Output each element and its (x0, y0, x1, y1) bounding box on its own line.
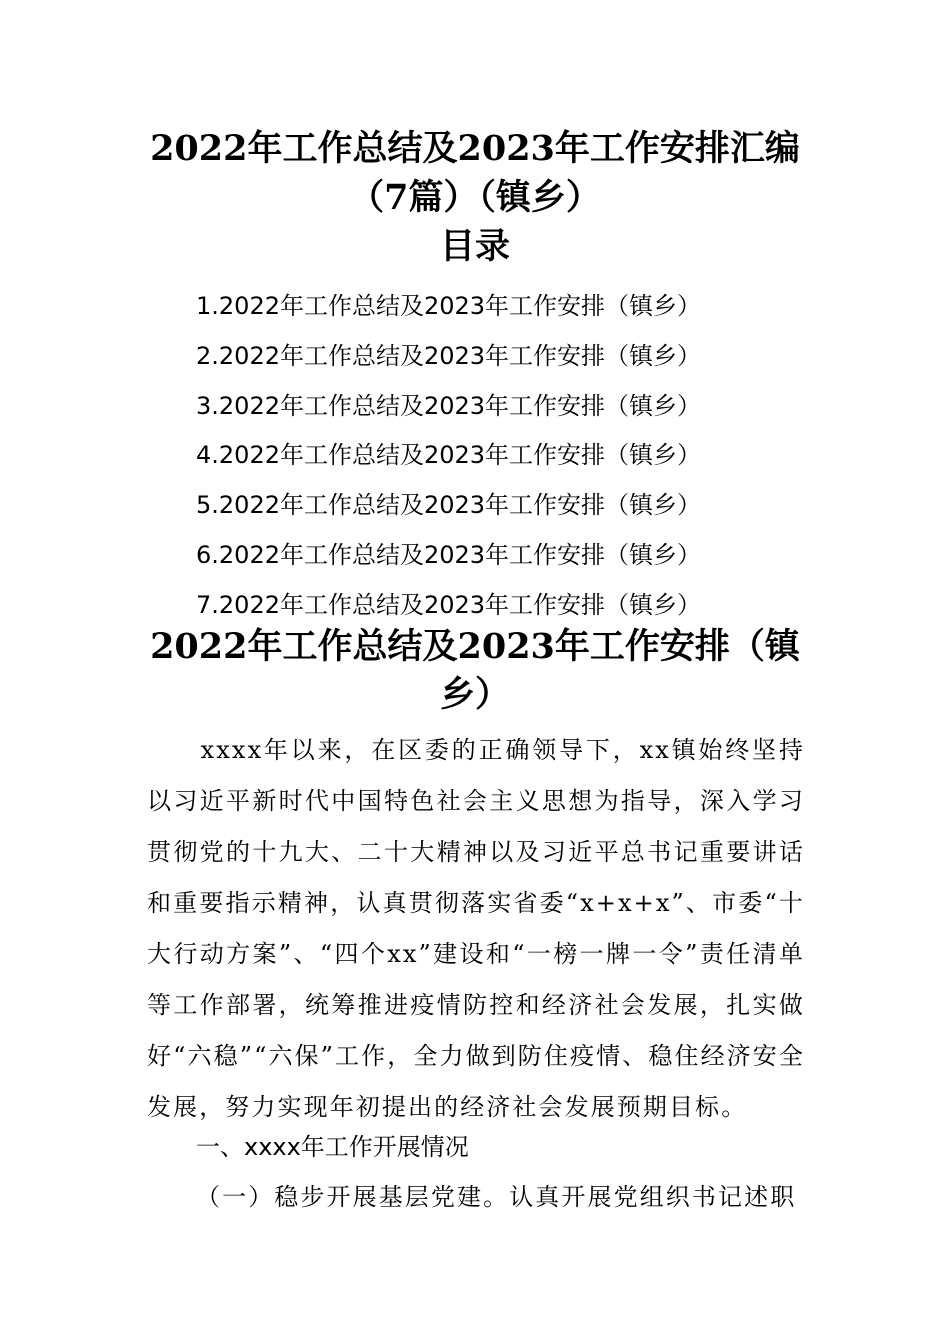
toc-item: 7.2022年工作总结及2023年工作安排（镇乡） (196, 590, 702, 619)
intro-paragraph: xxxx年以来，在区委的正确领导下，xx镇始终坚持以习近平新时代中国特色社会主义思想为指导，深入学习贯彻党的十九大、二十大精神以及习近平总书记重要讲话和重要指示精神，认真贯彻落实省委“x+x+x”、市委“十大行动方案”、“四个xx”建设和“一榜一牌一令”责任清单等工作部署，统筹推进疫情防控和经济社会发展，扎实做好“六稳”“六保”工作，全力做到防住疫情、稳住经济安全发展，努力实现年初提出的经济社会发展预期目标。 (147, 736, 805, 1121)
main-title-line-2: （7篇）（镇乡） (349, 177, 601, 218)
main-title-line-1: 2022年工作总结及2023年工作安排汇编 (150, 128, 800, 169)
toc-item: 6.2022年工作总结及2023年工作安排（镇乡） (196, 540, 702, 569)
toc-item: 3.2022年工作总结及2023年工作安排（镇乡） (196, 391, 702, 420)
body-paragraph: （一）稳步开展基层党建。认真开展党组织书记述职 (196, 1183, 797, 1211)
toc-item: 2.2022年工作总结及2023年工作安排（镇乡） (196, 341, 702, 370)
section-heading: 一、xxxx年工作开展情况 (196, 1133, 469, 1161)
article-title-line-1: 2022年工作总结及2023年工作安排（镇 (150, 626, 800, 667)
toc-item: 4.2022年工作总结及2023年工作安排（镇乡） (196, 441, 702, 470)
article-title-line-2: 乡） (439, 674, 510, 715)
toc-item: 1.2022年工作总结及2023年工作安排（镇乡） (196, 292, 702, 320)
table-of-contents (196, 282, 816, 631)
toc-heading: 目录 (439, 226, 510, 267)
toc-item: 5.2022年工作总结及2023年工作安排（镇乡） (196, 491, 702, 520)
